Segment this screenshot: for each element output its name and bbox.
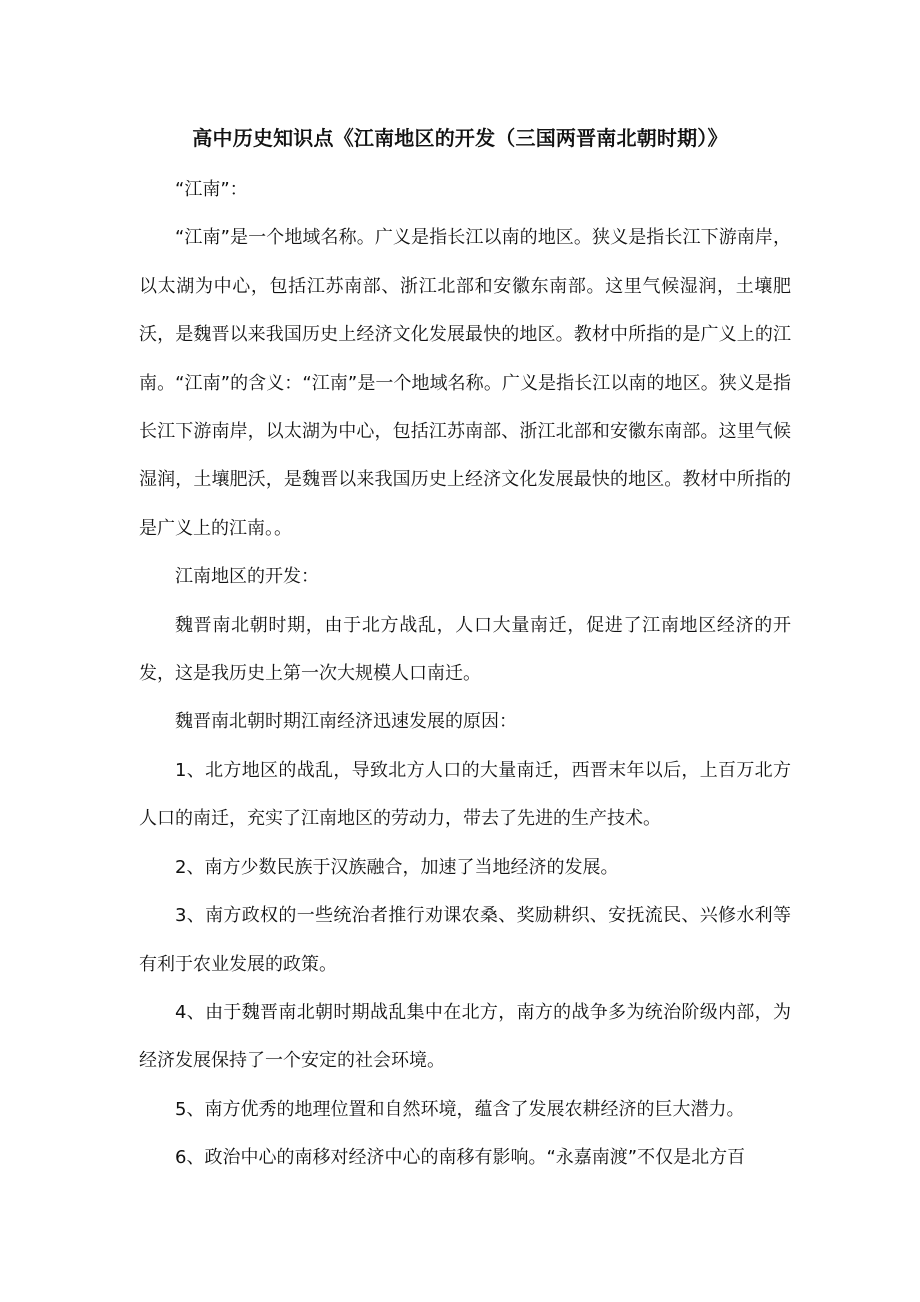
paragraph-jiangnan-heading: “江南”：	[175, 179, 248, 200]
paragraph-reason-1: 1、北方地区的战乱，导致北方人口的大量南迁，西晋末年以后，上百万北方人口的南迁，充实了江南地区的劳动力，带去了先进的生产技术。	[139, 759, 791, 830]
paragraph-reason-2: 2、南方少数民族于汉族融合，加速了当地经济的发展。	[175, 856, 619, 878]
paragraph-reasons-heading: 魏晋南北朝时期江南经济迅速发展的原因：	[175, 711, 517, 733]
paragraph-reason-5: 5、南方优秀的地理位置和自然环境，蕴含了发展农耕经济的巨大潜力。	[175, 1098, 745, 1120]
document-body	[139, 166, 791, 1183]
paragraph-reason-6: 6、政治中心的南移对经济中心的南移有影响。“永嘉南渡”不仅是北方百	[175, 1147, 746, 1169]
paragraph-migration: 魏晋南北朝时期，由于北方战乱，人口大量南迁，促进了江南地区经济的开发，这是我历史上第一次大规模人口南迁。	[139, 614, 791, 685]
paragraph-jiangnan-definition: “江南”是一个地域名称。广义是指长江以南的地区。狭义是指长江下游南岸，以太湖为中心，包括江苏南部、浙江北部和安徽东南部。这里气候湿润，土壤肥沃，是魏晋以来我国历史上经济文化发展最快的地区。教材中所指的是广义上的江南。“江南”的含义：“江南”是一个地域名称。广义是指长江以南的地区。狭义是指长江下游南岸，以太湖为中心，包括江苏南部、浙江北部和安徽东南部。这里气候湿润，土壤肥沃，是魏晋以来我国历史上经济文化发展最快的地区。教材中所指的是广义上的江南。。	[139, 227, 791, 539]
paragraph-reason-4: 4、由于魏晋南北朝时期战乱集中在北方，南方的战争多为统治阶级内部，为经济发展保持了一个安定的社会环境。	[139, 1001, 791, 1072]
paragraph-development-heading: 江南地区的开发：	[175, 566, 319, 588]
paragraph-reason-3: 3、南方政权的一些统治者推行劝课农桑、奖励耕织、安抚流民、兴修水利等有利于农业发展的政策。	[139, 905, 791, 975]
document-title: 高中历史知识点《江南地区的开发（三国两晋南北朝时期）》	[192, 126, 728, 150]
